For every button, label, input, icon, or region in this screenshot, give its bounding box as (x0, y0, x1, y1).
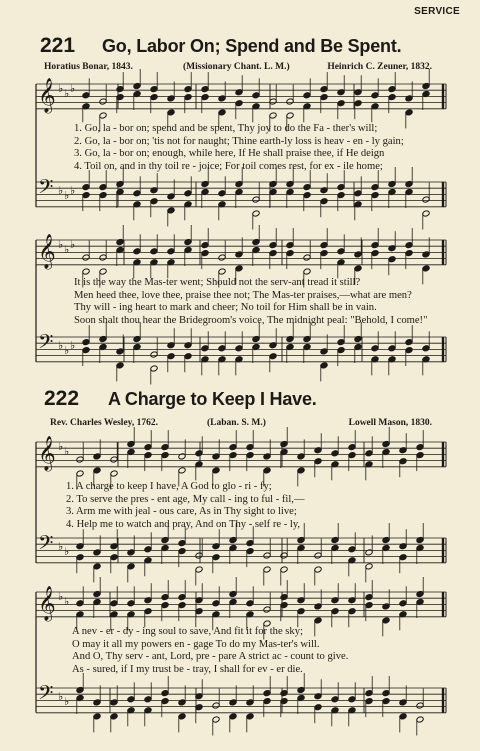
lyric-line: O may it all my powers en - gage To do my Mas-ter's will. (72, 638, 320, 650)
lyric-line: A nev - er - dy - ing soul to save, And fit it for the sky; (72, 626, 303, 637)
flat-sign: ♭ (58, 540, 64, 553)
lyric-line: And O, Thy serv - ant, Lord, pre - pare A strict ac - count to give. (72, 651, 349, 663)
flat-sign: ♭ (70, 82, 76, 95)
hymn-221-title: Go, Labor On; Spend and Be Spent. (102, 36, 402, 56)
lyric-line: 1. A charge to keep I have, A God to glo - ri - fy; (66, 481, 272, 492)
flat-sign: ♭ (58, 238, 64, 251)
treble-clef: 𝄞 (38, 234, 56, 269)
flat-sign: ♭ (58, 184, 64, 197)
flat-sign: ♭ (64, 545, 70, 558)
lyric-line: 4. Toil on, and in thy toil re - joice; For toil comes rest, for ex - ile home; (74, 161, 383, 173)
flat-sign: ♭ (70, 339, 76, 352)
hymn-221-lyrics-line2 (74, 277, 427, 328)
hymn-221-tune: (Missionary Chant. L. M.) (183, 62, 290, 72)
hymn-222-number: 222 (44, 387, 80, 410)
lyric-line: Soon shalt thou hear the Bridegroom's voice, The midnight peal: "Behold, I come!" (74, 315, 428, 327)
hymn-222-lyrics-line1 (66, 481, 305, 532)
lyric-line: 3. Arm me with jeal - ous care, As in Thy sight to live; (66, 506, 297, 518)
hymn-221-lyrics-line1 (74, 123, 404, 174)
lyric-line: Men heed thee, love thee, praise thee not; The Mas-ter praises,—what are men? (74, 289, 412, 301)
lyric-line: 2. To serve the pres - ent age, My call - ing to ful - fil,— (66, 493, 305, 505)
flat-sign: ♭ (64, 189, 70, 202)
section-label: SERVICE (414, 6, 460, 17)
lyric-line: 1. Go, la - bor on; spend and be spent, Thy joy to do the Fa - ther's will; (74, 123, 378, 134)
hymn-221-author: Horatius Bonar, 1843. (44, 62, 133, 72)
hymn-221-composer: Heinrich C. Zeuner, 1832. (327, 62, 432, 72)
flat-sign: ♭ (64, 595, 70, 608)
flat-sign: ♭ (64, 344, 70, 357)
lyric-line: It is the way the Mas-ter went; Should not the serv-ant tread it still? (74, 277, 361, 288)
bass-clef: 𝄢 (38, 681, 54, 709)
bass-clef: 𝄢 (38, 175, 54, 203)
flat-sign: ♭ (70, 184, 76, 197)
flat-sign: ♭ (58, 690, 64, 703)
flat-sign: ♭ (70, 238, 76, 251)
flat-sign: ♭ (64, 243, 70, 256)
hymn-222-tune: (Laban. S. M.) (207, 418, 266, 428)
treble-clef: 𝄞 (38, 436, 56, 471)
flat-sign: ♭ (58, 339, 64, 352)
lyric-line: As - sured, if I my trust be - tray, I shall for ev - er die. (72, 664, 303, 676)
bass-clef: 𝄢 (38, 531, 54, 559)
flat-sign: ♭ (64, 87, 70, 100)
lyric-line: 2. Go, la - bor on; 'tis not for naught; Thine earth-ly loss is heav - en - ly gain; (74, 135, 404, 147)
treble-clef: 𝄞 (38, 78, 56, 113)
lyric-line: 3. Go, la - bor on; enough, while here, If He shall praise thee, if He deign (74, 148, 385, 160)
hymn-222-composer: Lowell Mason, 1830. (348, 418, 432, 428)
flat-sign: ♭ (64, 695, 70, 708)
flat-sign: ♭ (58, 590, 64, 603)
hymn-222-author: Rev. Charles Wesley, 1762. (50, 418, 159, 428)
flat-sign: ♭ (58, 440, 64, 453)
flat-sign: ♭ (58, 82, 64, 95)
lyric-line: 4. Help me to watch and pray, And on Thy - self re - ly, (66, 519, 301, 531)
treble-clef: 𝄞 (38, 586, 56, 621)
hymn-222-lyrics-line2 (72, 626, 348, 677)
hymn-222-title: A Charge to Keep I Have. (108, 389, 317, 409)
lyric-line: Thy will - ing heart to mark and cheer; No toil for Him shall be in vain. (74, 302, 377, 314)
bass-clef: 𝄢 (38, 330, 54, 358)
flat-sign: ♭ (64, 445, 70, 458)
hymn-221-number: 221 (40, 34, 76, 57)
